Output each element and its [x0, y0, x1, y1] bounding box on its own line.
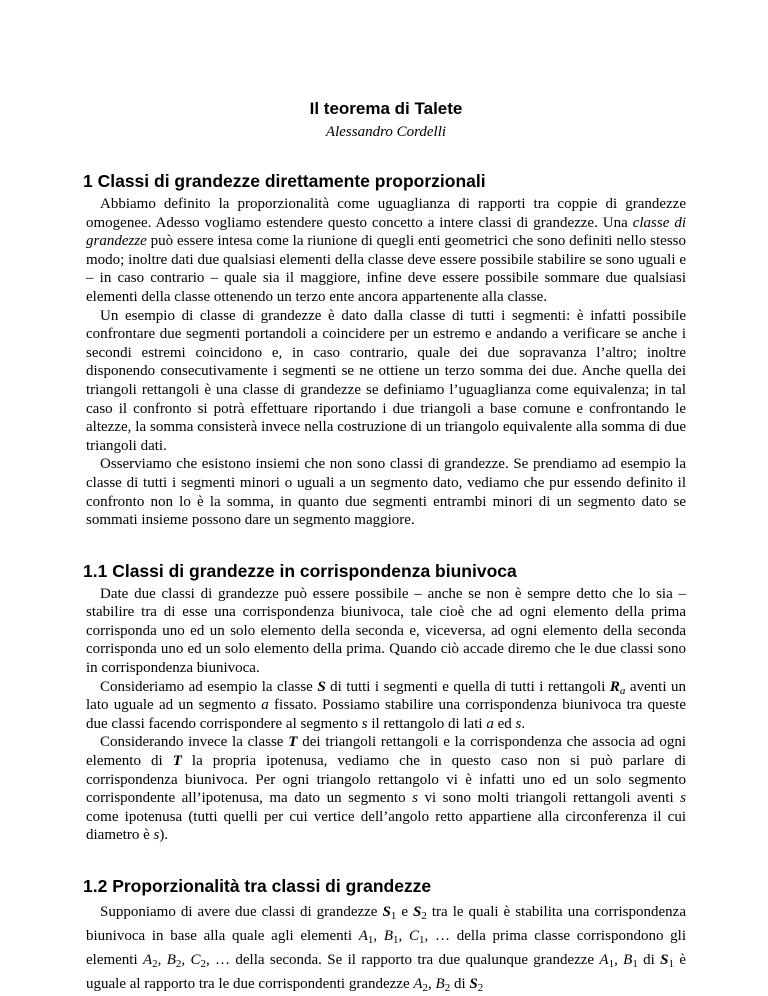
paragraph: Un esempio di classe di grandezze è dato dalla classe di tutti i segmenti: è infatti possibile confrontare due segmenti portandoli a coincidere per un estremo e andando a verificare se anche i secondi estremi coincidono e, in caso contrario, quale dei due sopravanza l’altro; inoltre disponendo consecutivamente i segmenti se ne ottiene un terzo somma dei due. Anche quella dei triangoli rettangoli è una classe di grandezze se definiamo l’uguaglianza come equivalenza; in tal caso il confronto si potrà effettuare riportando i due triangoli a base comune e confrontando le altezze, la somma consisterà invece nella costruzione di un triangolo equivalente alla somma di due triangoli dati.	[86, 307, 686, 454]
paragraph: Supponiamo di avere due classi di grandezze $S_1$ e $S_2$ tra le quali è stabilita una corrispondenza biunivoca in base alla quale agli elementi $A_1$, $B_1$, $C_1$, … della prima classe corrispondono gli elementi $A_2$, $B_2$, $C_2$, … della seconda. Se il rapporto tra due qualunque grandezze $A_1$, $B_1$ di $S_1$ è uguale al rapporto tra le due corrispondenti grandezze $A_2$, $B_2$ di $S_2$	[86, 904, 686, 994]
paragraph: Consideriamo ad esempio la classe S di tutti i segmenti e quella di tutti i rettangoli $R_a$ aventi un lato uguale ad un segmento a fissato. Possiamo stabilire una corrispondenza biunivoca tra queste due classi facendo corrispondere al segmento s il rettangolo di lati a ed s.	[86, 678, 686, 732]
section-1-1-body	[86, 585, 686, 845]
section-1-body	[86, 195, 686, 530]
paragraph: Considerando invece la classe T dei triangoli rettangoli e la corrispondenza che associa ad ogni elemento di T la propria ipotenusa, vediamo che in questo caso non si può parlare di corrispondenza biunivoca. Per ogni triangolo rettangolo vi è infatti uno ed un solo segmento corrispondente all’ipotenusa, ma dato un segmento s vi sono molti triangoli rettangoli aventi s come ipotenusa (tutti quelli per cui vertice dell’angolo retto appartiene alla circonferenza il cui diametro è s).	[86, 734, 687, 844]
document-author: Alessandro Cordelli	[325, 124, 447, 140]
paragraph: Date due classi di grandezze può essere possibile – anche se non è sempre detto che lo sia – stabilire tra di esse una corrispondenza biunivoca, tale cioè che ad ogni elemento della prima corrisponda uno ed un solo elemento della seconda e, viceversa, ad ogni elemento della seconda corrisponda uno ed un solo elemento della prima. Quando ciò accade diremo che le due classi sono in corrispondenza biunivoca.	[86, 585, 686, 677]
section-1-heading: 1 Classi di grandezze direttamente proporzionali	[83, 171, 486, 191]
section-1-2-body	[86, 900, 686, 996]
paragraph: Abbiamo definito la proporzionalità come uguaglianza di rapporti tra coppie di grandezze omogenee. Adesso vogliamo estendere questo concetto a intere classi di grandezze. Una classe di grandezze può essere intesa come la riunione di quegli enti geometrici che sono definiti nello stesso modo; inoltre dati due qualsiasi elementi della classe deve essere possibile stabilire se sono uguali e – in caso contrario – quale sia il maggiore, infine deve essere possibile sommare due qualsiasi elementi della classe ottenendo un terzo ente ancora appartenente alla classe.	[86, 196, 686, 305]
section-1-2-heading: 1.2 Proporzionalità tra classi di grandezze	[83, 876, 432, 896]
document-title: Il teorema di Talete	[309, 99, 463, 118]
paragraph: Osserviamo che esistono insiemi che non sono classi di grandezze. Se prendiamo ad esempio la classe di tutti i segmenti minori o uguali a un segmento dato, vediamo che pur essendo definito il confronto non lo è la somma, in quanto due segmenti entrambi minori di un segmento dato se sommati insieme possono dare un segmento maggiore.	[86, 456, 686, 529]
section-1-1-heading: 1.1 Classi di grandezze in corrispondenza biunivoca	[83, 560, 517, 581]
